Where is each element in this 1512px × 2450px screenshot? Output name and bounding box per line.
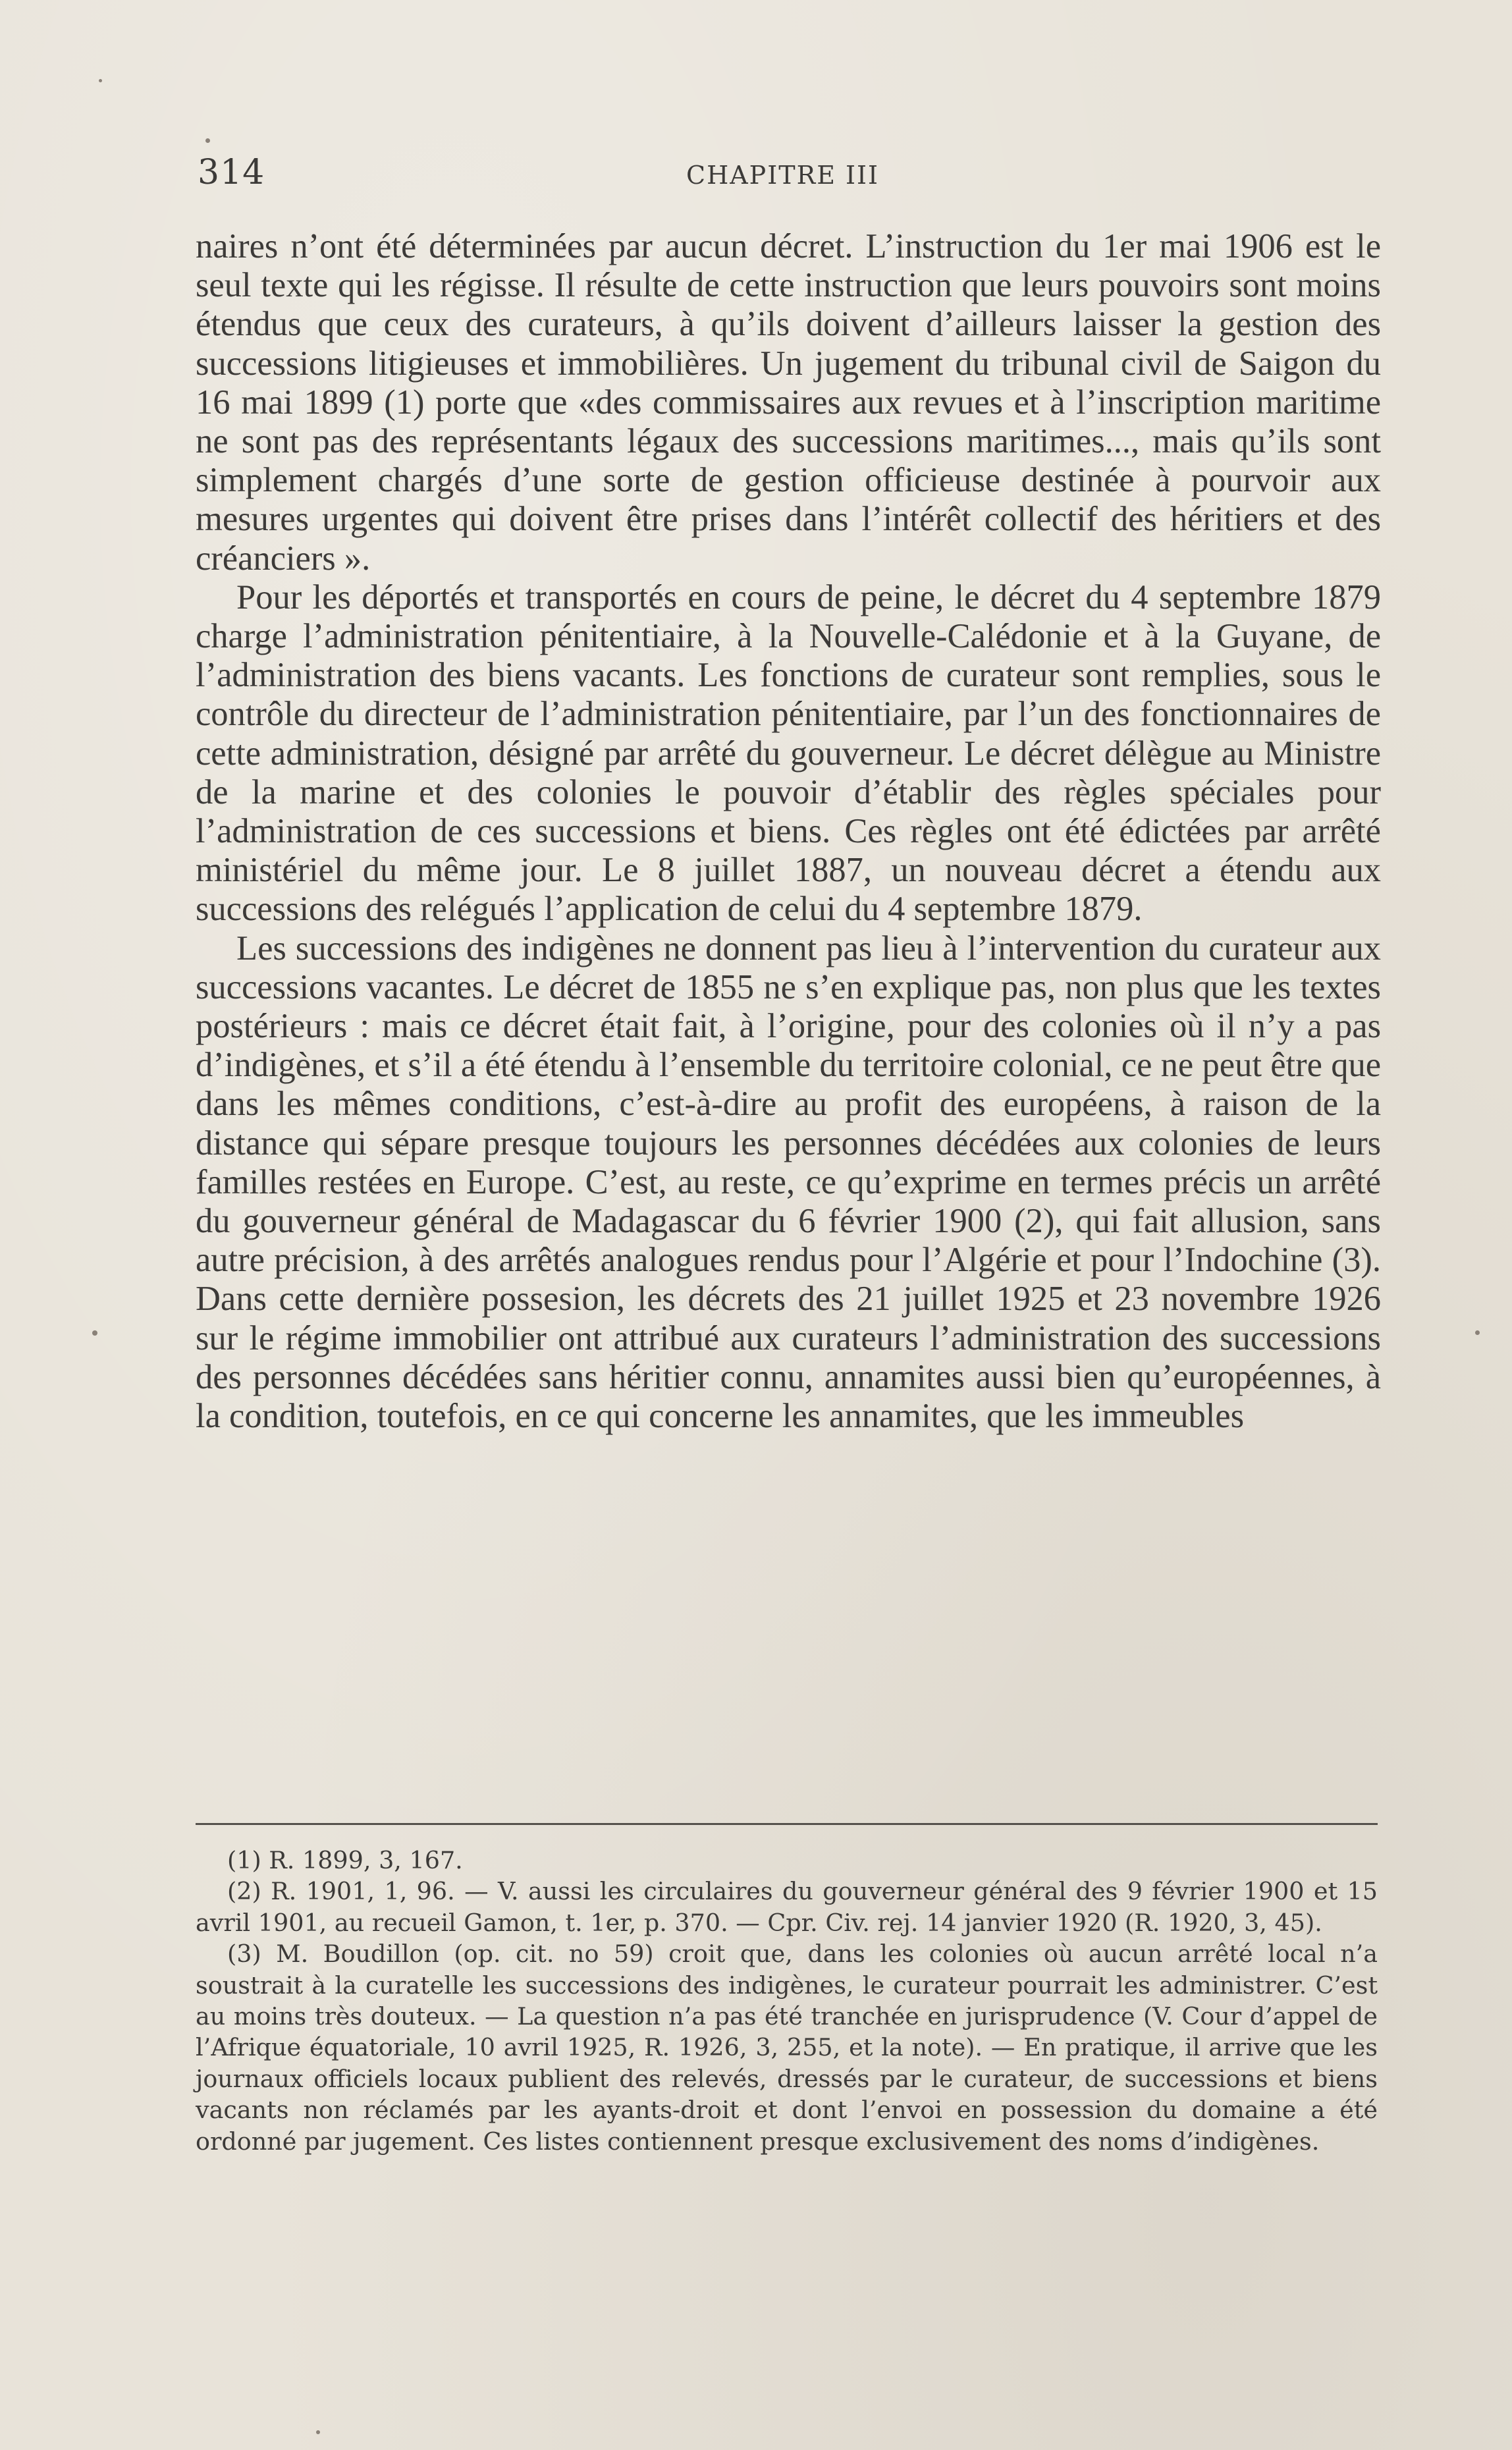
footnote-1: (1) R. 1899, 3, 167. [227, 1846, 463, 1874]
page-number: 314 [198, 153, 265, 192]
paper-speck [205, 138, 210, 143]
paper-speck [316, 2430, 320, 2434]
paper-speck [92, 1330, 97, 1336]
paragraph-deportes: Pour les déportés et transportés en cours de peine, le décret du 4 septembre 1879 charge l’administration pénitentiaire, à la Nouvelle-Calédonie et à la Guyane, de l’administration des biens vacants. Les fonctions de curateur sont remplies, sous le contrôle du directeur de l’administration pénitentiaire, par l’un des fonctionnaires de cette administration, désigné par arrêté du gouverneur. Le décret délègue au Ministre de la marine et des colonies le pouvoir d’établir des règles spéciales pour l’administration de ces successions et biens. Ces règles ont été édictées par arrêté ministériel du même jour. Le 8 juillet 1887, un nouveau décret a étendu aux successions des relégués l’application de celui du 4 septembre 1879. [196, 578, 1381, 929]
running-head: CHAPITRE III [686, 161, 880, 190]
footnote-rule [196, 1823, 1378, 1825]
page-header [198, 153, 1376, 199]
footnote-3: (3) M. Boudillon (op. cit. no 59) croit que, dans les colonies où aucun arrêté local n’a soustrait à la curatelle les successions des indigènes, le curateur pourrait les administrer. C’est au moins très douteux. — La question n’a pas été tranchée en jurisprudence (V. Cour d’appel de l’Afrique équatoriale, 10 avril 1925, R. 1926, 3, 255, et la note). — En pratique, il arrive que les journaux officiels locaux publient des relevés, dressés par le curateur, de successions et biens vacants non réclamés par les ayants-droit et dont l’envoi en possession du domaine a été ordonné par jugement. Ces listes contiennent presque exclusivement des noms d’indigènes. [196, 1940, 1378, 2156]
paragraph-continued: naires n’ont été déterminées par aucun décret. L’instruction du 1er mai 1906 est le seul texte qui les régisse. Il résulte de cette instruction que leurs pouvoirs sont moins étendus que ceux des curateurs, à qu’ils doivent d’ailleurs laisser la gestion des successions litigieuses et immobilières. Un jugement du tribunal civil de Saigon du 16 mai 1899 (1) porte que «des commissaires aux revues et à l’inscription maritime ne sont pas des représentants légaux des successions maritimes..., mais qu’ils sont simplement chargés d’une sorte de gestion officieuse destinée à pourvoir aux mesures urgentes qui doivent être prises dans l’intérêt collectif des héritiers et des créanciers ». [196, 227, 1381, 578]
footnotes [196, 1845, 1378, 2157]
footnote-2: (2) R. 1901, 1, 96. — V. aussi les circulaires du gouverneur général des 9 février 1900 et 15 avril 1901, au recueil Gamon, t. 1er, p. 370. — Cpr. Civ. rej. 14 janvier 1920 (R. 1920, 3, 45). [196, 1877, 1378, 1937]
paper-speck [99, 79, 102, 82]
paragraph-indigenes: Les successions des indigènes ne donnent pas lieu à l’intervention du curateur aux successions vacantes. Le décret de 1855 ne s’en explique pas, non plus que les textes postérieurs : mais ce décret était fait, à l’origine, pour des colonies où il n’y a pas d’indigènes, et s’il a été étendu à l’ensemble du territoire colonial, ce ne peut être que dans les mêmes conditions, c’est-à-dire au profit des européens, à raison de la distance qui sépare presque toujours les personnes décédées aux colonies de leurs familles restées en Europe. C’est, au reste, ce qu’exprime en termes précis un arrêté du gouverneur général de Madagascar du 6 février 1900 (2), qui fait allusion, sans autre précision, à des arrêtés analogues rendus pour l’Algérie et pour l’Indochine (3). Dans cette dernière possesion, les décrets des 21 juillet 1925 et 23 novembre 1926 sur le régime immobilier ont attribué aux curateurs l’administration des successions des personnes décédées sans héritier connu, annamites aussi bien qu’européennes, à la condition, toutefois, en ce qui concerne les annamites, que les immeubles [196, 929, 1381, 1436]
main-text [196, 227, 1381, 1436]
paper-speck [1475, 1330, 1480, 1335]
